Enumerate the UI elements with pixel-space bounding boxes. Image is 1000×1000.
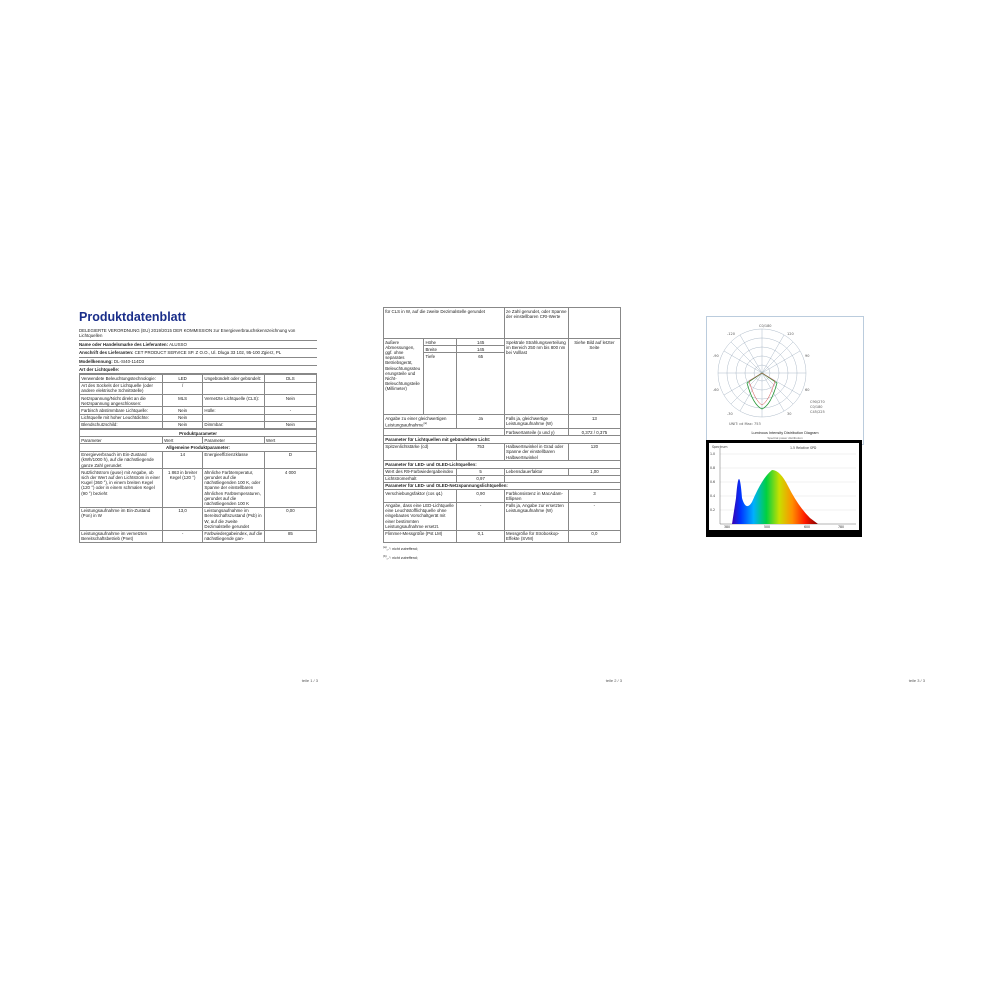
param-label: Blendschutzschild: [80, 421, 163, 428]
pf-label: Verschiebungsfaktor (cos φ1) [384, 490, 457, 502]
svg-text:Spectrum: Spectrum [712, 445, 728, 449]
param-label: Farbwiedergabeindex, auf die nächstliegende gan- [203, 530, 265, 542]
param-value: DLS [264, 375, 316, 382]
datasheet-page-3 [683, 307, 927, 685]
model-id: DL-SI40-114D3 [113, 358, 145, 364]
param-label [203, 414, 265, 421]
param-header: Produktparameter [80, 430, 317, 437]
equiv-label: Angabe zu einer gleichwertigen Leistungsaufnahme$^{(a)}$ [384, 415, 457, 429]
r9-value: 5 [457, 468, 504, 475]
param-label: Nutzlichtstrom (φuse) mit Angabe, ob sich der Wert auf den Lichtstrom in einer Kugel (360 °), in einem breiten Kegel (120 °) oder in einem schmalen Kegel (90 °) bezieht [80, 469, 163, 507]
life-value: 1,00 [568, 468, 620, 475]
cri-label: ze Zahl gerundet, oder Spanne der einstellbaren CRI-Werte [504, 308, 568, 339]
polar-diagram-image [706, 316, 864, 445]
param-value: / [162, 382, 202, 394]
svg-text:120: 120 [787, 332, 794, 336]
svg-text:780: 780 [838, 525, 845, 529]
col-value: Wert [162, 437, 202, 444]
svg-text:-60: -60 [713, 388, 719, 392]
supplier-name-line: Name oder Handelsmarke des Lieferanten: ALUSSO [79, 341, 317, 349]
svg-text:60: 60 [805, 388, 810, 392]
equiv-value: Ja [457, 415, 504, 429]
claim-value: - [457, 502, 504, 530]
svg-text:600: 600 [804, 525, 811, 529]
svg-text:0.4: 0.4 [710, 494, 716, 498]
svg-text:1.0: 1.0 [710, 452, 716, 456]
chroma-label: Farbwertanteile (x und y) [504, 429, 568, 436]
spectral-value: Siehe Bild auf letzter Seite [568, 339, 620, 415]
type-heading: Art der Lichtquelle: [79, 366, 317, 374]
param-value [264, 414, 316, 421]
param-value: Nein [162, 421, 202, 428]
footnote-b: $^{(b)}$„-“: nicht zutreffend; [383, 554, 418, 561]
table-row [80, 421, 317, 428]
param-value: 14 [162, 451, 202, 469]
spectral-label: Spektrale Strahlungsverteilung im Bereich 250 nm bis 800 nm bei Volllast [504, 339, 568, 415]
param-label: Energieeffizienzklasse [203, 451, 265, 469]
param-value: LED [162, 375, 202, 382]
chroma-value: 0,372 / 0,375 [568, 429, 620, 436]
strobo-label: Messgröße für Stroboskop-Effekte (SVM) [504, 530, 568, 542]
spectrum-chart [706, 440, 862, 537]
page-footer: teile 1 / 3 [301, 678, 318, 683]
param-label: Netzspannung/Nicht direkt an die Netzspannung angeschlossen: [80, 395, 163, 407]
flicker-value: 0,1 [457, 530, 504, 542]
param-label: Farbisch abstimmbare Lichtquelle: [80, 407, 163, 414]
macadam-value: 3 [568, 490, 620, 502]
param-table [79, 429, 317, 543]
table-row [80, 507, 317, 530]
cls-power-label: für CLS in W, auf die zweite Dezimalstelle gerundet [384, 308, 505, 339]
claim-label: Angabe, dass eine LED-Lichtquelle eine Leuchtstofflichtquelle ohne eingebautes Vorschaltgerät mit einer bestimmten Leistungsaufnahme ersetzt. [384, 502, 457, 530]
param-value: Nein [162, 414, 202, 421]
dim-width-value: 145 [457, 346, 504, 353]
page-title: Produktdatenblatt [79, 310, 186, 324]
table-row [80, 414, 317, 421]
param-label: Leistungsaufnahme im Ein-Zustand (Pon) in W [80, 507, 163, 530]
param-label: Energieverbrauch im Ein-Zustand (kWh/1000 h), auf die nächstliegende ganze Zahl gerundet [80, 451, 163, 469]
table-row [80, 395, 317, 407]
param-value: - [162, 530, 202, 542]
claim-power-label: Falls ja, Angabe zur ersetzten Leistungsaufnahme (W) [504, 502, 568, 530]
param-value: - [264, 407, 316, 414]
param-value: 0,00 [264, 507, 316, 530]
svg-text:-120: -120 [727, 332, 735, 336]
svg-text:C90/270: C90/270 [810, 400, 825, 404]
param-value [264, 382, 316, 394]
table-row [80, 382, 317, 394]
svg-text:C0/180: C0/180 [759, 324, 772, 328]
life-label: Lebensdauerfaktor [504, 468, 568, 475]
polar-caption: Luminous Intensity Distribution Diagram [751, 431, 819, 435]
svg-text:500: 500 [764, 525, 771, 529]
param-value: Nein [264, 421, 316, 428]
page-footer: teile 3 / 3 [908, 678, 925, 683]
datasheet-page-1 [76, 307, 320, 685]
param-label: Ungebündelt oder gebündelt: [203, 375, 265, 382]
regulation-text: DELEGIERTE VERORDNUNG (EU) 2019/2015 DER KOMMISSION zur Energieverbrauchskennzeichnung von Lichtquellen [79, 327, 317, 341]
dim-height-value: 145 [457, 339, 504, 346]
peak-label: Spitzenlichtstärke (cd) [384, 443, 457, 461]
svg-text:90: 90 [805, 354, 810, 358]
col-param: Parameter [80, 437, 163, 444]
footnote-a: $^{(a)}$„-“: nicht zutreffend; [383, 544, 418, 552]
svg-text:-90: -90 [713, 354, 719, 358]
equiv-power-label: Falls ja, gleichwertige Leistungsaufnahme (W) [504, 415, 568, 429]
col-value: Wert [264, 437, 316, 444]
dim-depth-value: 65 [457, 353, 504, 415]
param-label: Leistungsaufnahme im vernetzten Bereitschaftsbetrieb (Pnet) [80, 530, 163, 542]
param-value: 13,0 [162, 507, 202, 530]
svg-text:380: 380 [724, 525, 731, 529]
param-label: Dimmbar: [203, 421, 265, 428]
table-row [80, 407, 317, 414]
param-value: Nein [162, 407, 202, 414]
param-label [203, 382, 265, 394]
supplier-address: CET PRODUCT SERVICE SP. Z O.O., Ul. Dluga 33 102, 95-100 Zgierz, PL [134, 350, 282, 356]
flicker-label: Flimmer-Messgröße (Pst LM) [384, 530, 457, 542]
dimension-label: äußere Abmessungen, ggf. ohne separates Betriebsgerät, Beleuchtungssteuerungsteile und Nicht-Beleuchtungsteile (Millimeter) [384, 339, 424, 415]
dim-height-label: Höhe [424, 339, 457, 346]
directional-header: Parameter für Lichtquellen mit gebündeltem Licht: [384, 436, 621, 443]
pf-value: 0,90 [457, 490, 504, 502]
dim-width-label: Breite [424, 346, 457, 353]
col-param: Parameter [203, 437, 265, 444]
peak-value: 753 [457, 443, 504, 461]
table-row [80, 469, 317, 507]
svg-text:C45/225: C45/225 [810, 410, 825, 414]
param-value: MLS [162, 395, 202, 407]
svg-text:0.8: 0.8 [710, 466, 716, 470]
svg-text:UNIT: cd Max: 753: UNIT: cd Max: 753 [729, 422, 761, 426]
param-value: 85 [264, 530, 316, 542]
table-row [80, 451, 317, 469]
supplier-name: ALUSSO [169, 341, 187, 347]
maint-value: 0,97 [457, 475, 504, 482]
param-label: Lichtquelle mit hoher Leuchtdichte: [80, 414, 163, 421]
spectrum-caption: Spectral power distribution [767, 436, 803, 440]
spectrum-image [706, 440, 862, 537]
param-label: Vernetzte Lichtquelle (CLS): [203, 395, 265, 407]
param-value: 1 863 in breiter Kegel (120 °) [162, 469, 202, 507]
param-label: Art des Sockels der Lichtquelle (oder andere elektrische Schnittstelle) [80, 382, 163, 394]
param-value: D [264, 451, 316, 469]
strobo-value: 0,0 [568, 530, 620, 542]
beam-value: 120 [568, 443, 620, 461]
param-label: Leistungsaufnahme im Bereitschaftszustand (Psb) in W, auf die zweite Dezimalstelle gerundet [203, 507, 265, 530]
page2-table [383, 307, 621, 543]
beam-label: Halbwertswinkel in Grad oder Spanne der einstellbaren Halbwertswinkel [504, 443, 568, 461]
page-footer: teile 2 / 3 [605, 678, 622, 683]
table-row [80, 530, 317, 542]
param-value: Nein [264, 395, 316, 407]
svg-text:C0/180: C0/180 [810, 405, 823, 409]
polar-diagram [707, 317, 863, 444]
datasheet-page-2 [380, 307, 624, 685]
type-table [79, 374, 317, 429]
table-row [80, 375, 317, 382]
dim-depth-label: Tiefe [424, 353, 457, 415]
svg-text:0.2: 0.2 [710, 508, 716, 512]
param-value: 4 000 [264, 469, 316, 507]
svg-text:-30: -30 [727, 412, 733, 416]
macadam-label: Farbkonsistenz in MacAdam-Ellipsen [504, 490, 568, 502]
mains-header: Parameter für LED- und OLED-Netzspannungslichtquellen: [384, 482, 621, 489]
supplier-address-line: Anschrift des Lieferanten: CET PRODUCT SERVICE SP. Z O.O., Ul. Dluga 33 102, 95-100 Zgierz, PL [79, 349, 317, 357]
maint-label: Lichtstromerhalt [384, 475, 457, 482]
r9-label: Wert des R9-Farbwiedergabeindex [384, 468, 457, 475]
param-label: ähnliche Farbtemperatur, gerundet auf die nächstliegenden 100 K, oder Spanne der einstellbaren ähnlichen Farbtemperaturen, gerundet auf die nächstliegenden 100 K [203, 469, 265, 507]
svg-text:30: 30 [787, 412, 792, 416]
param-label: Hülle: [203, 407, 265, 414]
model-line: Modellkennung: DL-SI40-114D3 [79, 358, 317, 366]
general-header: Allgemeine Produktparameter: [80, 444, 317, 451]
svg-text:1.5 Relative SPD: 1.5 Relative SPD [790, 446, 817, 450]
svg-text:0.6: 0.6 [710, 480, 716, 484]
equiv-power-value: 13 [568, 415, 620, 429]
param-label: Verwendete Beleuchtungstechnologie: [80, 375, 163, 382]
led-header: Parameter für LED- und OLED-Lichtquellen: [384, 461, 621, 468]
claim-power-value: - [568, 502, 620, 530]
